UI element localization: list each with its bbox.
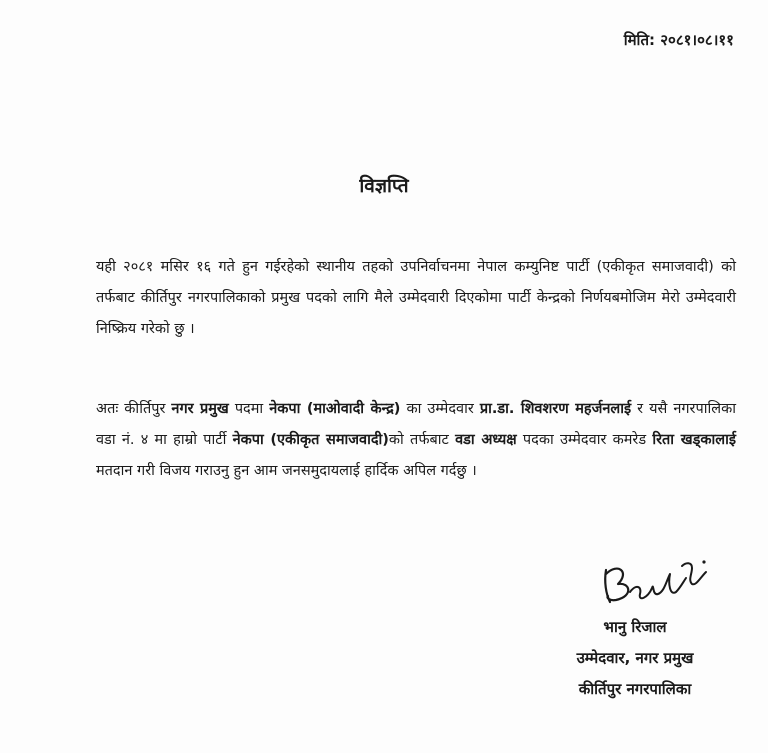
appeal-text-1: अतः कीर्तिपुर <box>96 401 172 417</box>
appeal-text-2: पदमा <box>228 401 270 417</box>
paragraph-appeal <box>96 394 736 487</box>
appeal-party-unified-socialist: नेकपा (एकीकृत समाजवादी) <box>232 432 389 448</box>
appeal-party-maoist: नेकपा (माओवादी केन्द्र) <box>269 401 401 417</box>
appeal-text-4: र यसै नगरपालिका वडा नं. ४ मा हाम्रो पार्टी <box>96 401 736 448</box>
appeal-post-mayor: नगर प्रमुख <box>171 401 229 417</box>
paragraph-withdrawal-text: यही २०८१ मसिर १६ गते हुन गईरहेको स्थानीय तहको उपनिर्वाचनमा नेपाल कम्युनिष्ट पार्टी (एकीकृत समाजवादी) को तर्फबाट कीर्तिपुर नगरपालिकाको प्रमुख पदको लागि मैले उम्मेदवारी दिएकोमा पार्टी केन्द्रको निर्णयबमोजिम मेरो उम्मेदवारी निष्क्रिय गरेको छु । <box>96 259 736 337</box>
notice-date: मिति: २०८१।०८।११ <box>623 31 734 49</box>
appeal-candidate-ward: रिता खड्कालाई <box>652 432 736 448</box>
signatory-block <box>530 612 740 705</box>
appeal-candidate-mayor: प्रा.डा. शिवशरण महर्जनलाई <box>479 401 632 417</box>
handwritten-signature <box>596 548 716 610</box>
appeal-text-6: पदका उम्मेदवार कमरेड <box>516 432 653 448</box>
paragraph-withdrawal <box>96 252 736 345</box>
appeal-text-7: मतदान गरी विजय गराउनु हुन आम जनसमुदायलाई हार्दिक अपिल गर्दछु । <box>96 463 477 479</box>
signatory-name: भानु रिजाल <box>603 618 667 636</box>
signatory-position: उम्मेदवार, नगर प्रमुख <box>576 649 694 667</box>
notice-title: विज्ञप्ति <box>359 175 409 197</box>
appeal-text-3: का उम्मेदवार <box>400 401 480 417</box>
appeal-text-5: को तर्फबाट <box>388 432 456 448</box>
signatory-office: कीर्तिपुर नगरपालिका <box>578 680 692 698</box>
appeal-post-ward-chair: वडा अध्यक्ष <box>455 432 517 448</box>
